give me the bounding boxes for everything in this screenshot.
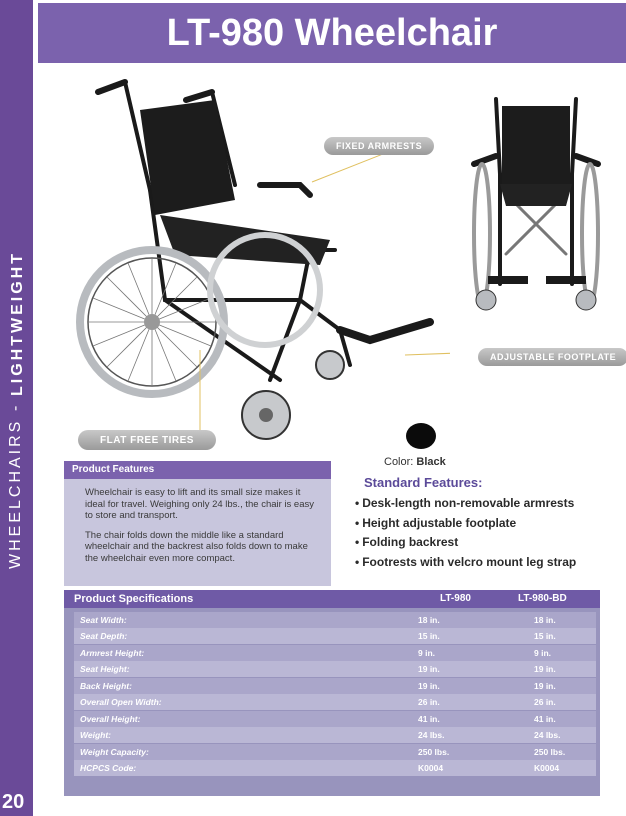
list-item-text: Desk-length non-removable armrests — [362, 496, 575, 510]
color-value: Black — [416, 456, 446, 468]
callout-adjustable-footplate — [478, 348, 626, 366]
color-label: Color: — [384, 456, 414, 468]
product-features-paragraph: The chair folds down the middle like a standard wheelchair and the backrest also folds down to make the wheelchair even more compact. — [85, 529, 308, 564]
callout-fixed-armrests-text: FIXED ARMRESTS — [336, 141, 423, 151]
table-row — [74, 727, 596, 743]
specs-heading: Product Specifications — [74, 593, 194, 605]
table-row — [74, 628, 596, 644]
sidebar-subcategory: LIGHTWEIGHT — [9, 250, 26, 396]
table-row — [74, 645, 596, 661]
spec-label: Armrest Height: — [80, 648, 145, 658]
specs-column-header: LT-980 — [440, 593, 471, 604]
list-item-text: Height adjustable footplate — [362, 515, 517, 530]
sidebar-category — [2, 230, 30, 590]
spec-value: 9 in. — [534, 648, 552, 658]
spec-label: Overall Open Width: — [80, 697, 162, 707]
spec-value: K0004 — [418, 763, 444, 773]
specs-header — [64, 590, 600, 608]
product-features-panel — [64, 461, 331, 586]
spec-value: 41 in. — [534, 714, 556, 724]
spec-value: 250 lbs. — [418, 747, 450, 757]
page-number: 20 — [2, 791, 25, 813]
wheelchair-front-image — [466, 94, 606, 319]
sidebar — [0, 0, 33, 816]
color-line — [384, 456, 446, 468]
page-title: LT-980 Wheelchair — [166, 11, 498, 54]
list-item: • Folding backrest — [355, 535, 459, 549]
standard-features-heading: Standard Features: — [364, 475, 483, 490]
spec-label: Weight Capacity: — [80, 747, 149, 757]
spec-value: 24 lbs. — [418, 730, 445, 740]
product-features-paragraph: Wheelchair is easy to lift and its small size makes it ideal for travel. Weighing only 24 lbs., the chair is easy to store and transport. — [85, 487, 314, 521]
spec-value: 19 in. — [534, 664, 556, 674]
callout-adjustable-footplate-text: ADJUSTABLE FOOTPLATE — [490, 352, 617, 362]
spec-label: Overall Height: — [80, 714, 141, 724]
spec-value: 41 in. — [418, 714, 440, 724]
table-row — [74, 661, 596, 677]
callout-flat-free-tires-text: FLAT FREE TIRES — [100, 434, 194, 446]
wheelchair-side-image — [70, 70, 450, 450]
sidebar-category-text: WHEELCHAIRS — [7, 418, 24, 570]
spec-value: 19 in. — [418, 681, 440, 691]
table-row — [74, 694, 596, 710]
spec-value: 250 lbs. — [534, 747, 566, 757]
callout-flat-free-tires — [78, 430, 216, 450]
list-item: • Desk-length non-removable armrests — [355, 496, 575, 510]
spec-value: 18 in. — [534, 615, 556, 625]
spec-label: Seat Depth: — [80, 631, 128, 641]
spec-value: 18 in. — [418, 615, 440, 625]
sidebar-separator: - — [7, 403, 24, 412]
spec-value: 9 in. — [418, 648, 436, 658]
spec-value: 26 in. — [418, 697, 440, 707]
spec-value: 19 in. — [534, 681, 556, 691]
product-specifications-table — [64, 590, 600, 796]
list-item-text: Folding backrest — [362, 535, 459, 549]
list-item: • Height adjustable footplate — [355, 515, 517, 530]
table-row — [74, 612, 596, 628]
product-features-body — [64, 479, 331, 564]
table-row — [74, 711, 596, 727]
table-row — [74, 678, 596, 694]
spec-label: HCPCS Code: — [80, 763, 137, 773]
spec-label: Back Height: — [80, 681, 132, 691]
spec-label: Weight: — [80, 730, 112, 740]
product-features-heading: Product Features — [64, 461, 331, 479]
callout-fixed-armrests — [324, 137, 434, 155]
spec-value: K0004 — [534, 763, 560, 773]
table-row — [74, 760, 596, 776]
spec-value: 24 lbs. — [534, 730, 561, 740]
standard-features-list — [355, 494, 576, 572]
spec-value: 19 in. — [418, 664, 440, 674]
spec-label: Seat Width: — [80, 615, 127, 625]
spec-value: 15 in. — [534, 631, 556, 641]
title-bar — [38, 3, 626, 63]
color-swatch-black — [406, 423, 436, 449]
spec-value: 15 in. — [418, 631, 440, 641]
list-item: • Footrests with velcro mount leg strap — [355, 554, 577, 569]
spec-label: Seat Height: — [80, 664, 130, 674]
specs-column-header: LT-980-BD — [518, 593, 567, 604]
list-item-text: Footrests with velcro mount leg strap — [362, 554, 577, 569]
spec-value: 26 in. — [534, 697, 556, 707]
table-row — [74, 744, 596, 760]
